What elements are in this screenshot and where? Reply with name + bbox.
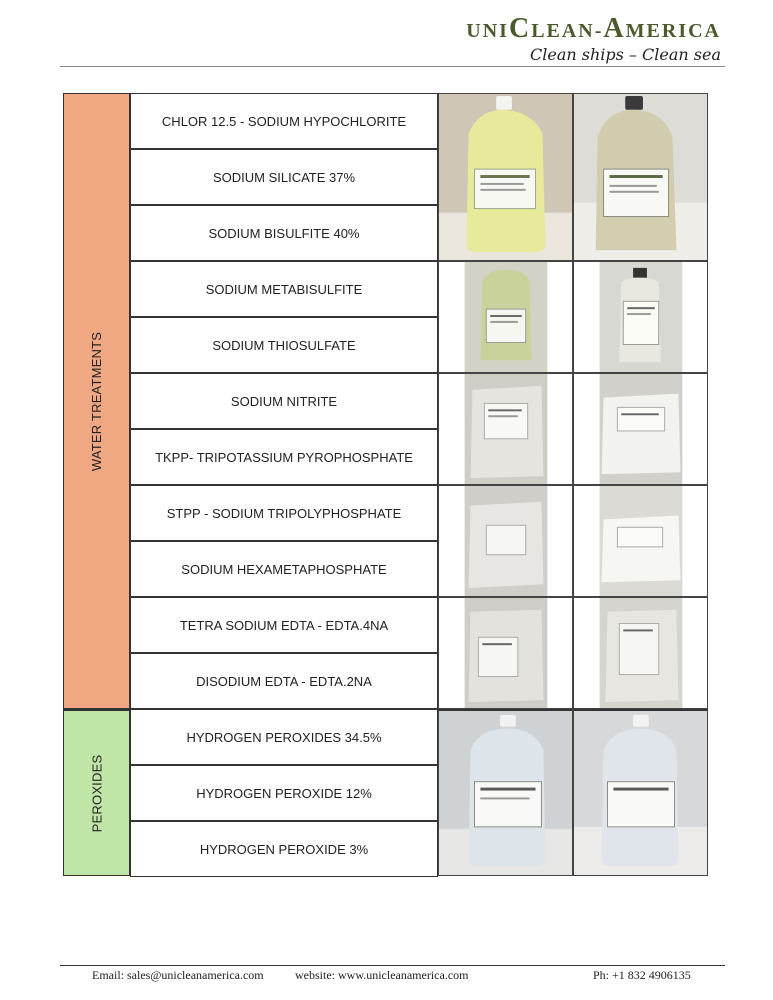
product-row: CHLOR 12.5 - SODIUM HYPOCHLORITE [130,93,438,149]
product-photo-powder-bag [438,597,573,709]
product-photo-bottle-white [573,261,708,373]
product-row: HYDROGEN PEROXIDES 34.5% [130,709,438,765]
brand-logo: UNICLEAN-AMERICA [466,13,721,44]
category-label: WATER TREATMENTS [89,331,104,471]
footer-email[interactable]: Email: sales@unicleanamerica.com [92,968,264,982]
product-row: TKPP- TRIPOTASSIUM PYROPHOSPHATE [130,429,438,485]
product-row: SODIUM METABISULFITE [130,261,438,317]
product-row: TETRA SODIUM EDTA - EDTA.4NA [130,597,438,653]
product-row: STPP - SODIUM TRIPOLYPHOSPHATE [130,485,438,541]
product-photo-powder-bag [573,373,708,485]
product-row: HYDROGEN PEROXIDE 3% [130,821,438,877]
product-row: SODIUM NITRITE [130,373,438,429]
footer-website[interactable]: website: www.unicleanamerica.com [295,968,469,982]
product-photo-jug-clear [573,93,708,261]
product-row: SODIUM SILICATE 37% [130,149,438,205]
product-row: SODIUM THIOSULFATE [130,317,438,373]
product-photo-jug-peroxide [438,709,573,876]
product-photo-bottle-bagged [438,261,573,373]
product-photo-jug-peroxide [573,709,708,876]
product-photo-powder-bag [438,485,573,597]
footer [92,968,725,984]
category-peroxides [63,709,130,876]
footer-divider [60,965,725,966]
product-photo-powder-bag [573,485,708,597]
footer-phone: Ph: +1 832 4906135 [593,968,691,982]
product-photo-jug-yellow [438,93,573,261]
header-divider [60,66,725,67]
product-row: DISODIUM EDTA - EDTA.2NA [130,653,438,709]
product-table [63,93,708,876]
brand-header [466,14,721,64]
product-photo-powder-bag [573,597,708,709]
category-water-treatments [63,93,130,709]
category-label: PEROXIDES [89,754,104,832]
brand-tagline: Clean ships – Clean sea [530,45,721,64]
product-photo-powder-bag [438,373,573,485]
product-row: SODIUM BISULFITE 40% [130,205,438,261]
product-row: HYDROGEN PEROXIDE 12% [130,765,438,821]
product-row: SODIUM HEXAMETAPHOSPHATE [130,541,438,597]
